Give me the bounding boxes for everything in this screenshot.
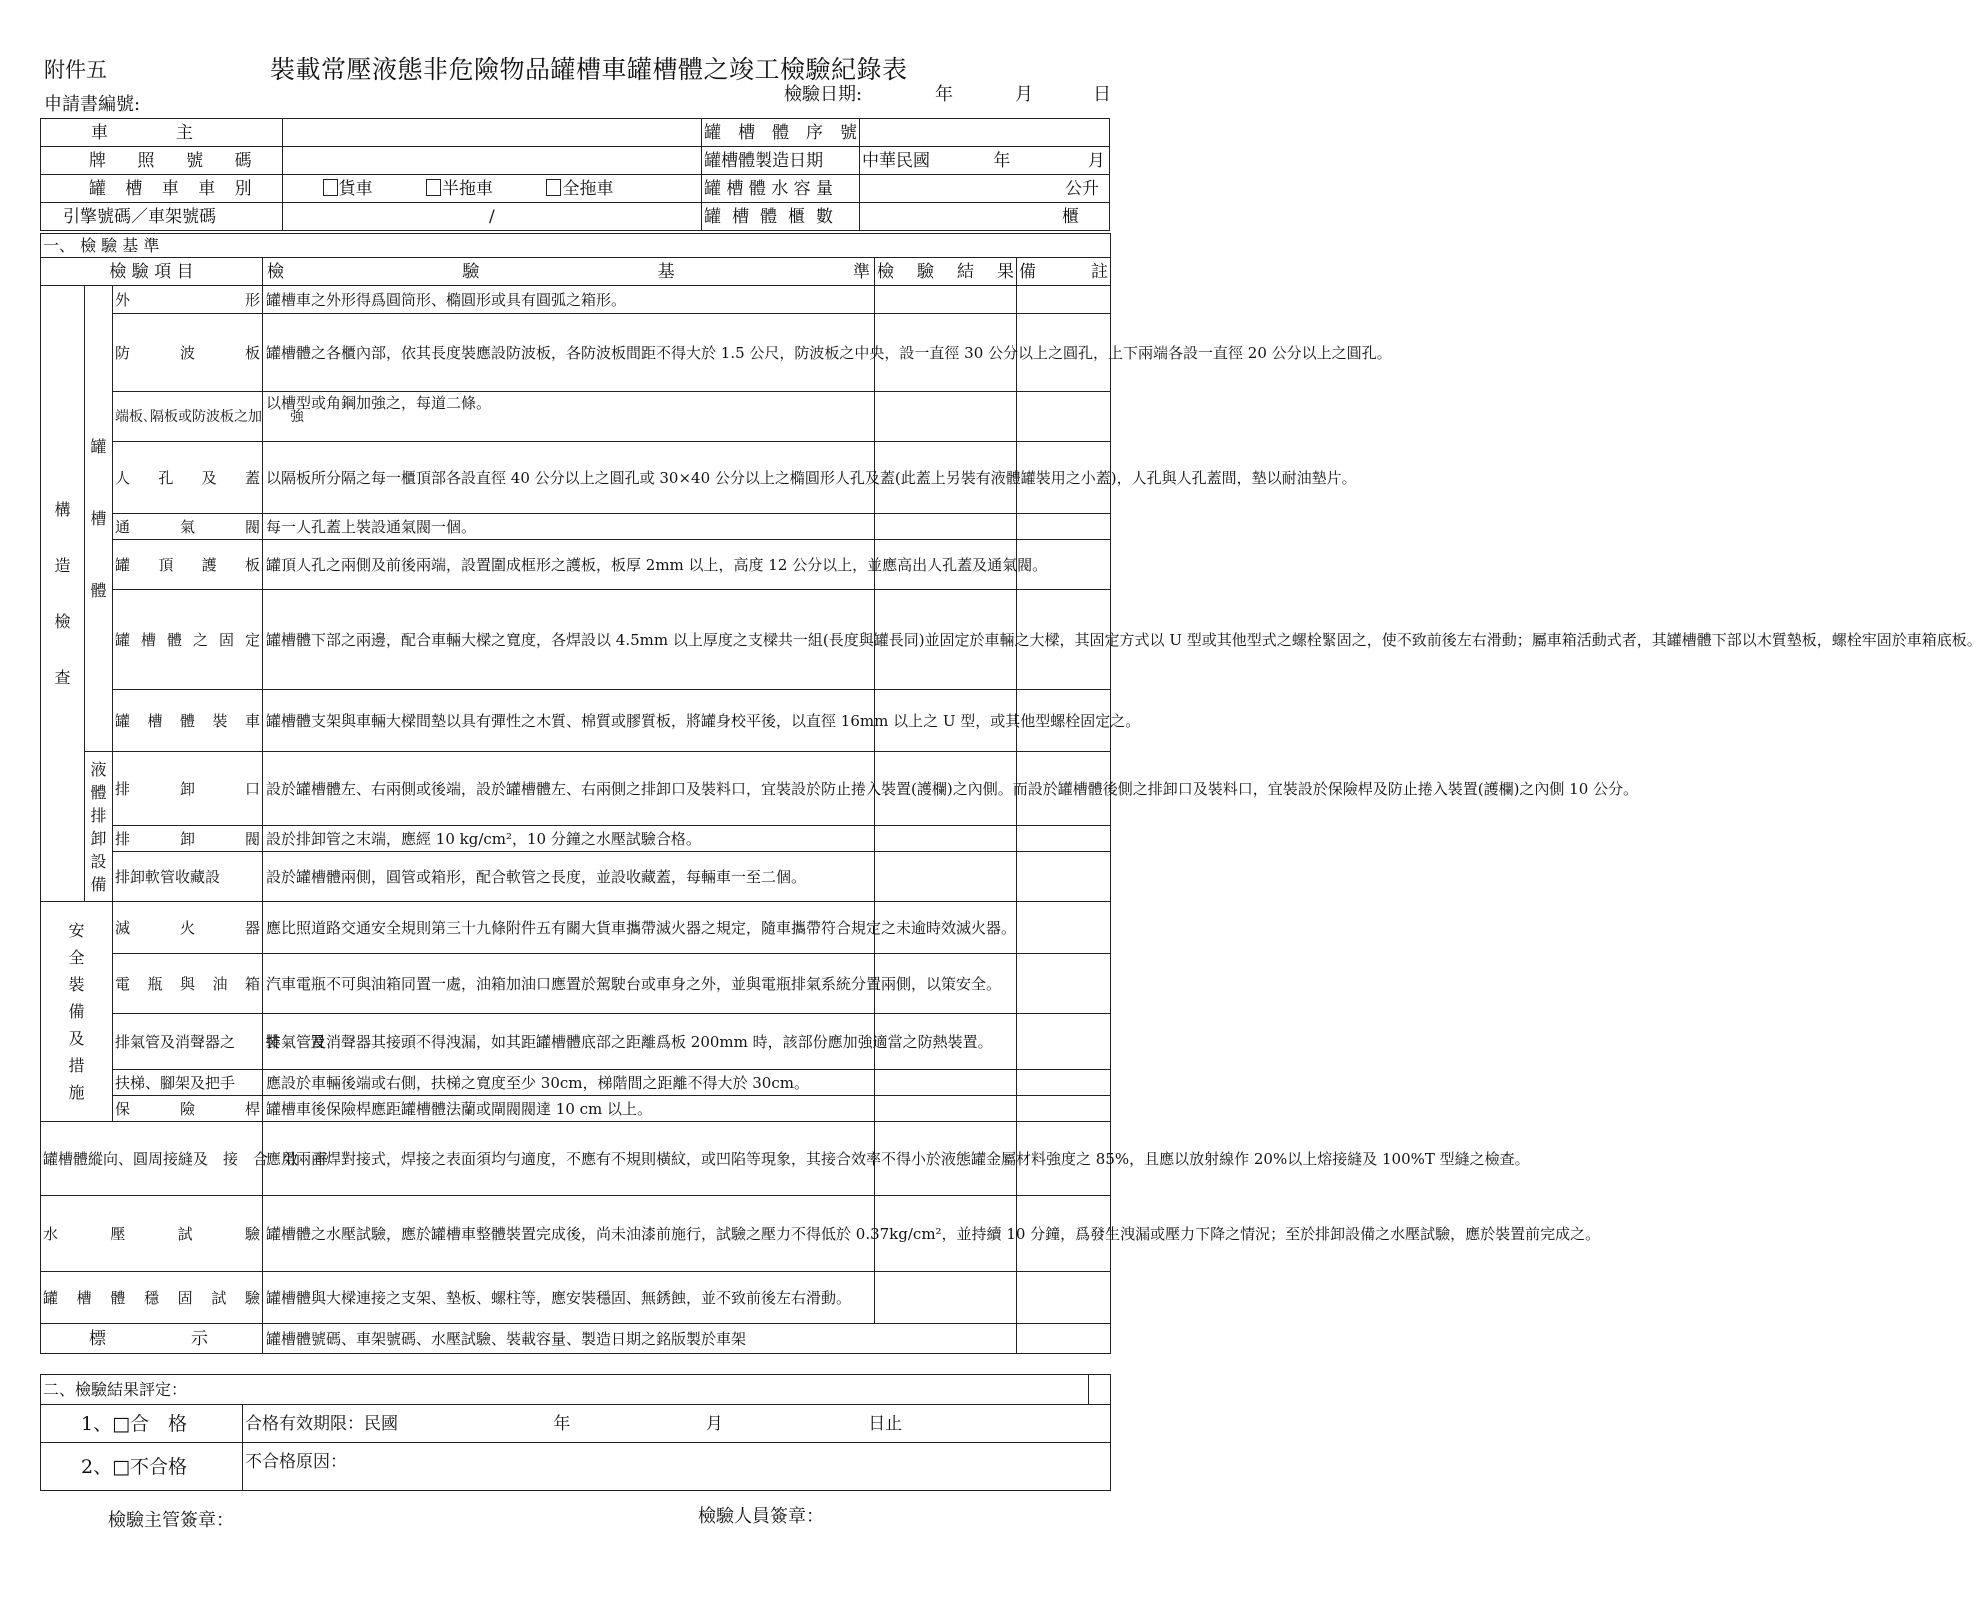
full-trailer-option[interactable]: 全拖車 [546, 179, 613, 199]
item-label: 罐 槽 體 穩 固 試 驗 [41, 1272, 263, 1324]
item-label: 電 瓶 與 油 箱 [113, 954, 263, 1014]
fail-reason[interactable]: 不合格原因： [243, 1443, 1111, 1491]
criteria-text: 以隔板所分隔之每一櫃頂部各設直徑 40 公分以上之圓孔或 30×40 公分以上之橢圓形人孔及蓋(此蓋上另裝有液體罐裝用之小蓋)，人孔與人孔蓋間，墊以耐油墊片。 [263, 442, 875, 514]
table-row [41, 1324, 1111, 1354]
result-evaluation-table [40, 1374, 1111, 1491]
tank-serial-label: 罐槽體序號 [702, 119, 860, 147]
criteria-text: 罐頂人孔之兩側及前後兩端，設置圍成框形之護板，板厚 2mm 以上，高度 12 公分以上，並應高出人孔蓋及通氣閥。 [263, 540, 875, 590]
table-row [41, 514, 1111, 540]
item-label: 排氣管及消聲器之 裝 置 [113, 1014, 263, 1070]
inspector-signature-label: 檢驗人員簽章： [698, 1506, 824, 1527]
col-criteria-header: 檢 驗 基 準 [263, 258, 875, 286]
liter-unit: 公升 [1065, 178, 1099, 199]
capacity-value[interactable] [860, 175, 1110, 203]
item-label: 外 形 [113, 286, 263, 314]
tank-date-month: 月 [1087, 150, 1105, 171]
criteria-text: 應用兩面焊對接式，焊接之表面須均勻適度，不應有不規則橫紋，或凹陷等現象，其接合效率不得小於液態罐金屬材料強度之 85%，且應以放射線作 20%以上熔接縫及 100%T 型縫之檢查。 [263, 1122, 875, 1196]
semi-trailer-option[interactable]: 半拖車 [426, 179, 493, 199]
table-row [41, 690, 1111, 752]
plate-value[interactable] [282, 147, 702, 175]
compartments-label: 罐槽體櫃數 [704, 206, 833, 227]
vehicle-info-table [40, 118, 1110, 231]
table-row [41, 442, 1111, 514]
result-cell[interactable] [875, 1272, 1017, 1324]
attachment-label: 附件五 [44, 58, 107, 82]
table-row [41, 852, 1111, 902]
criteria-text: 罐槽體之各櫃內部，依其長度裝應設防波板，各防波板間距不得大於 1.5 公尺，防波板之中央，設一直徑 30 公分以上之圓孔，上下兩端各設一直徑 20 公分以上之圓孔。 [263, 314, 875, 392]
compartment-unit: 櫃 [1062, 206, 1079, 227]
fail-option[interactable]: 2、□不合格 [41, 1443, 243, 1491]
tank-date-value[interactable] [860, 147, 1110, 175]
criteria-text: 應設於車輛後端或右側，扶梯之寬度至少 30cm，梯階間之距離不得大於 30cm。 [263, 1070, 875, 1096]
engine-chassis-label: 引擎號碼／車架號碼 [41, 203, 283, 231]
item-label: 滅 火 器 [113, 902, 263, 954]
col-note-header: 備 註 [1017, 258, 1111, 286]
table-row [41, 590, 1111, 690]
supervisor-signature-label: 檢驗主管簽章： [108, 1510, 234, 1531]
criteria-text: 以槽型或角鋼加強之，每道二條。 [263, 392, 875, 442]
note-cell[interactable] [1017, 826, 1111, 852]
truck-checkbox[interactable] [323, 179, 338, 196]
group-structure: 構 造 檢 查 [41, 286, 85, 902]
criteria-text: 罐槽體與大樑連接之支架、墊板、螺柱等，應安裝穩固、無銹蝕，並不致前後左右滑動。 [263, 1272, 875, 1324]
col-item-header: 檢 驗 項 目 [41, 258, 263, 286]
table-row [41, 540, 1111, 590]
table-row [41, 286, 1111, 314]
tank-serial-value[interactable] [860, 119, 1110, 147]
criteria-text: 汽車電瓶不可與油箱同置一處，油箱加油口應置於駕駛台或車身之外，並與電瓶排氣系統分置兩側，以策安全。 [263, 954, 875, 1014]
col-result-header: 檢 驗 結 果 [875, 258, 1017, 286]
criteria-text: 設於罐槽體左、右兩側或後端，設於罐槽體左、右兩側之排卸口及裝料口，宜裝設於防止捲入裝置(護欄)之內側。而設於罐槽體後側之排卸口及裝料口，宜裝設於保險桿及防止捲入裝置(護欄)之內側 10 公分。 [263, 752, 875, 826]
criteria-text: 罐槽體號碼、車架號碼、水壓試驗、裝載容量、製造日期之銘版製於車架 [263, 1324, 1017, 1354]
tank-date-year: 年 [993, 150, 1011, 171]
capacity-label: 罐槽體水容量 [704, 178, 833, 199]
engine-chassis-value[interactable]: / [282, 203, 702, 231]
table-row [41, 752, 1111, 826]
item-label: 保 險 桿 [113, 1096, 263, 1122]
criteria-text: 設於罐槽體兩側，圓管或箱形，配合軟管之長度，並設收藏蓋，每輛車一至二個。 [263, 852, 875, 902]
application-number-label: 申請書編號: [44, 94, 141, 115]
table-row [41, 1070, 1111, 1096]
note-cell[interactable] [1017, 954, 1111, 1014]
result-cell[interactable] [875, 514, 1017, 540]
criteria-text: 罐槽體之水壓試驗，應於罐槽車整體裝置完成後，尚未油漆前施行，試驗之壓力不得低於 0.37kg/cm²，並持續 10 分鐘，爲發生洩漏或壓力下降之情況；至於排卸設備之水壓試驗，應於裝置前完成之。 [263, 1196, 875, 1272]
item-label: 標 示 [41, 1324, 263, 1354]
inspection-criteria-table [40, 233, 1982, 1354]
note-cell[interactable] [1017, 514, 1111, 540]
item-label: 通 氣 閥 [113, 514, 263, 540]
truck-option[interactable]: 貨車 [323, 179, 373, 199]
table-row [41, 1096, 1111, 1122]
note-cell[interactable] [1017, 286, 1111, 314]
table-row [41, 1014, 1111, 1070]
inspection-date-label: 檢驗日期: [784, 84, 863, 105]
criteria-text: 排氣管及消聲器其接頭不得洩漏，如其距罐槽體底部之距離爲板 200mm 時，該部份應加強適當之防熱裝置。 [263, 1014, 875, 1070]
table-row [41, 1122, 1111, 1196]
note-cell[interactable] [1017, 852, 1111, 902]
item-label: 排卸軟管收藏設 [113, 852, 263, 902]
criteria-text: 罐槽體支架與車輛大樑間墊以具有彈性之木質、棉質或膠質板，將罐身校平後，以直徑 16mm 以上之 U 型，或其他型螺栓固定之。 [263, 690, 875, 752]
item-label: 罐 槽 體 裝 車 [113, 690, 263, 752]
plate-label: 牌照號碼 [89, 150, 252, 171]
criteria-text: 罐槽車之外形得爲圓筒形、橢圓形或具有圓弧之箱形。 [263, 286, 875, 314]
note-cell[interactable] [1017, 392, 1111, 442]
note-cell[interactable] [1017, 1272, 1111, 1324]
criteria-text: 設於排卸管之末端，應經 10 kg/cm²，10 分鐘之水壓試驗合格。 [263, 826, 875, 852]
table-row [41, 954, 1111, 1014]
item-label: 防 波 板 [113, 314, 263, 392]
item-label: 罐 頂 護 板 [113, 540, 263, 590]
item-label: 水 壓 試 驗 [41, 1196, 263, 1272]
item-label: 罐 槽 體 之 固 定 [113, 590, 263, 690]
owner-label: 車 主 [41, 119, 283, 147]
pass-option[interactable]: 1、□合 格 [41, 1405, 243, 1443]
result-cell[interactable] [875, 1096, 1017, 1122]
result-cell[interactable] [875, 1070, 1017, 1096]
item-label: 罐槽體縱向、圓周接縫及 接 合 效 率 [41, 1122, 263, 1196]
criteria-text: 應比照道路交通安全規則第三十九條附件五有關大貨車攜帶滅火器之規定，隨車攜帶符合規定之未逾時效滅火器。 [263, 902, 875, 954]
date-year: 年 [935, 84, 953, 105]
full-trailer-checkbox[interactable] [546, 179, 561, 196]
pass-validity[interactable]: 合格有效期限：民國 年 月 日止 [243, 1405, 1111, 1443]
table-row [41, 826, 1111, 852]
criteria-text: 罐槽車後保險桿應距罐槽體法蘭或閘閥閥達 10 cm 以上。 [263, 1096, 875, 1122]
group-safety: 安 全 裝 備 及 措 施 [41, 902, 113, 1122]
semi-trailer-checkbox[interactable] [426, 179, 441, 196]
table-row [41, 1272, 1111, 1324]
section1-title: 一、 檢 驗 基 準 [41, 234, 1111, 258]
item-label: 排 卸 閥 [113, 826, 263, 852]
table-row [41, 314, 1111, 392]
compartments-value[interactable] [860, 203, 1110, 231]
item-label: 人 孔 及 蓋 [113, 442, 263, 514]
date-day: 日 [1093, 84, 1111, 105]
table-row [41, 1196, 1111, 1272]
section2-title: 二、檢驗結果評定： [41, 1375, 1089, 1405]
note-cell[interactable] [1017, 1014, 1111, 1070]
criteria-text: 罐槽體下部之兩邊，配合車輛大樑之寬度，各焊設以 4.5mm 以上厚度之支樑共一組(長度與罐長同)並固定於車輛之大樑，其固定方式以 U 型或其他型式之螺栓緊固之，使不致前後左右滑動；屬車箱活動式者，其罐槽體下部以木質墊板，螺栓牢固於車箱底板。 [263, 590, 875, 690]
tank-date-label: 罐槽體製造日期 [702, 147, 860, 175]
item-label: 排 卸 口 [113, 752, 263, 826]
item-label: 扶梯、腳架及把手 [113, 1070, 263, 1096]
result-cell[interactable] [875, 392, 1017, 442]
result-cell[interactable] [875, 826, 1017, 852]
date-month: 月 [1015, 84, 1033, 105]
note-cell[interactable] [1017, 1324, 1111, 1354]
roc-label: 中華民國 [862, 150, 930, 171]
group-tank: 罐 槽 體 [85, 286, 113, 752]
table-row [41, 902, 1111, 954]
result-cell[interactable] [875, 852, 1017, 902]
item-label: 端板､隔板或防波板之加 強 [113, 392, 263, 442]
group-liquid-discharge: 液 體 排 卸 設 備 [85, 752, 113, 902]
result-cell[interactable] [875, 286, 1017, 314]
criteria-text: 每一人孔蓋上裝設通氣閥一個。 [263, 514, 875, 540]
note-cell[interactable] [1017, 902, 1111, 954]
vehicle-type-label: 罐槽車車別 [89, 178, 252, 199]
table-row [41, 392, 1111, 442]
note-cell[interactable] [1017, 1096, 1111, 1122]
owner-value[interactable] [282, 119, 702, 147]
page-title: 裝載常壓液態非危險物品罐槽車罐槽體之竣工檢驗紀錄表 [270, 55, 908, 84]
validity-label: 合格有效期限：民國 [245, 1413, 398, 1434]
note-cell[interactable] [1017, 1070, 1111, 1096]
